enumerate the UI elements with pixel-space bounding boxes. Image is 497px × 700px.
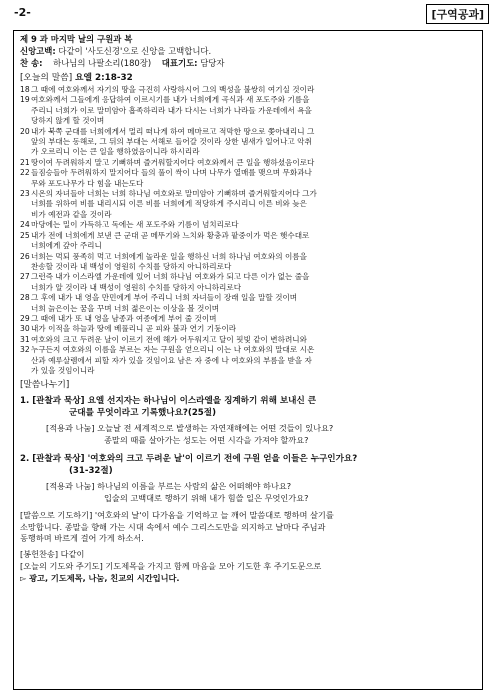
verse-text: 들짐승들아 두려워하지 말지어다 들의 풀이 싹이 나며 나무가 열매를 맺으며 무화과나 [31,168,312,178]
verse-number: 31 [20,334,30,344]
verse-number: 27 [20,272,30,282]
application-2-label: [적용과 나눔] [46,481,95,492]
confession-label: 신앙고백: [20,46,56,56]
verse-number: 22 [20,168,30,178]
lesson-frame [13,30,483,690]
discussion-heading: [말씀나누기] [20,380,70,391]
verse-line [20,168,476,178]
verse-line [20,231,476,241]
verse-continuation: 산과 예루살렘에서 피할 자가 있을 것임이요 남은 자 중에 나 여호와의 부름을 받을 자 [31,355,312,365]
closing-prayer-line: [말씀으로 기도하기] '여호와의 날'이 다가옴을 기억하고 늘 깨어 말씀대로 행하며 살기를 [20,510,334,521]
question-1: 1. [관찰과 묵상] 요엘 선지자는 하나님이 이스라엘을 징계하기 위해 보내신 큰 [20,396,317,407]
closing-prayer-line: 동행하며 바르게 걸어 가게 하소서. [20,533,144,544]
verse-continuation: 너희가 알 것이라 내 백성이 영원히 수치를 당하지 아니하리로다 [31,282,242,292]
verse-line [20,272,476,282]
lords-prayer-label: [오늘의 기도와 주기도] [20,560,103,571]
verse-continuation: 무와 포도나무가 다 힘을 내는도다 [31,178,144,188]
application-2-cont: 입술의 고백대로 행하기 위해 내가 힘쓸 일은 무엇인가요? [104,492,309,503]
closing-prayer [20,510,476,545]
lords-prayer-text: 기도제목을 가지고 함께 마음을 모아 기도한 후 주기도문으로 [105,560,322,571]
verse-text: 내가 이적을 하늘과 땅에 베풀리니 곧 피와 불과 연기 기둥이라 [31,324,237,334]
question-2-cont: (31-32절) [69,466,113,477]
verse-continuation: 찬송할 것이라 내 백성이 영원히 수치를 당하지 아니하리로다 [31,261,232,271]
application-1-text: 오늘날 전 세계적으로 발생하는 자연재해에는 어떤 것들이 있나요? [97,423,334,434]
closing-prayer-line: 소망합니다. 종말을 향해 가는 시대 속에서 예수 그리스도만을 의지하고 날마다 주님과 [20,521,326,532]
verse-number: 32 [20,345,30,355]
confession-text: 다같이 '사도신경'으로 신앙을 고백합니다. [58,46,212,56]
verse-number: 29 [20,313,30,323]
verse-number: 28 [20,293,30,303]
verse-text: 시온의 자녀들아 너희는 너희 하나님 여호와로 말미암아 기뻐하며 즐거워할지어다 그가 [31,189,317,199]
lords-prayer-row [20,560,476,572]
question-2: 2. [관찰과 묵상] '여호와의 크고 두려운 날'이 이르기 전에 구원 얻을 이들은 누구인가요? [20,454,358,465]
application-2 [20,481,476,493]
application-1 [20,423,476,435]
verse-text: 내가 전에 너희에게 보낸 큰 군대 곧 메뚜기와 느치와 황충과 팥중이가 먹은 햇수대로 [31,230,310,240]
verse-number: 21 [20,157,30,167]
verse-text: 누구든지 여호와의 이름을 부르는 자는 구원을 얻으리니 이는 나 여호와의 말대로 시온 [31,345,315,355]
verse-text: 너희는 먹되 풍족히 먹고 너희에게 놀라운 일을 행하신 너희 하나님 여호와의 이름을 [31,251,307,261]
word-heading: [오늘의 말씀] [20,73,73,83]
verse-continuation: 주리니 너희가 이로 말미암아 흡족하리라 내가 다시는 너희가 나라들 가운데에서 욕을 [31,105,312,115]
verse-line [20,335,476,345]
verse-line [20,127,476,137]
verse-text: 마당에는 밀이 가득하고 독에는 새 포도주와 기름이 넘치리로다 [31,220,239,230]
verse-line [20,345,476,355]
verse-text: 땅이여 두려워하지 말고 기뻐하며 즐거워할지어다 여호와께서 큰 일을 행하셨음이로다 [31,157,315,167]
verse-line [20,220,476,230]
verse-text: 그런즉 내가 이스라엘 가운데에 있어 너희 하나님 여호와가 되고 다른 이가 없는 줄을 [31,272,310,282]
verse-line [20,252,476,262]
verse-continuation: 너희에게 갚아 주리니 [31,241,102,251]
header-badge: [구역공과] [426,4,489,24]
hymn-label: 찬 송: [20,58,43,68]
application-1-label: [적용과 나눔] [46,423,95,434]
question-1-cont: 군대를 무엇이라고 기록했나요?(25절) [69,408,217,419]
verse-number: 24 [20,220,30,230]
verse-number: 30 [20,324,30,334]
verse-line [20,293,476,303]
verse-text: 그 때에 내가 또 내 영을 남종과 여종에게 부어 줄 것이며 [31,313,217,323]
word-heading-row [20,72,476,85]
application-1-cont: 종말의 때를 살아가는 성도는 어떤 시각을 가져야 할까요? [104,434,309,445]
verse-list [20,85,476,376]
verse-continuation: 당하지 않게 할 것이며 [31,116,105,126]
verse-continuation: 가 있을 것임이니라 [31,365,95,375]
verse-number: 18 [20,85,30,94]
word-reference: 요엘 2:18-32 [74,73,133,83]
verse-text: 여호와의 크고 두려운 날이 이르기 전에 해가 어두워지고 달이 핏빛 같이 변하려니와 [31,334,307,344]
application-2-text: 하나님의 이름을 부르는 사람의 삶은 어떠해야 하나요? [97,481,292,492]
verse-number: 23 [20,189,30,199]
offering-label: [봉헌찬송] [20,548,59,559]
verse-line [20,85,476,95]
verse-text: 여호와께서 그들에게 응답하여 이르시기를 내가 너희에게 곡식과 새 포도주와 기름을 [31,95,310,105]
verse-line [20,189,476,199]
verse-continuation: 비가 예전과 같을 것이라 [31,209,112,219]
hymn-row [20,57,476,69]
lesson-title: 제 9 과 마지막 날의 구원과 복 [20,34,133,44]
verse-continuation: 너희를 위하여 비를 내리시되 이른 비를 너희에게 적당하게 주시리니 이른 비와 늦은 [31,199,307,209]
verse-line [20,324,476,334]
verse-number: 20 [20,126,30,136]
verse-line [20,95,476,105]
verse-text: 그 때에 여호와께서 자기의 땅을 극진히 사랑하시어 그의 백성을 불쌍히 여기실 것이라 [31,85,315,94]
verse-continuation: 앞의 부대는 동해로, 그 뒤의 부대는 서해로 들어갈 것이라 상한 냄새가 일어나고 악취 [31,137,312,147]
offering-row [20,548,476,560]
confession-row [20,45,476,57]
verse-number: 19 [20,95,30,105]
verse-number: 26 [20,251,30,261]
offering-text: 다같이 [60,548,85,559]
verse-line [20,314,476,324]
page-number: -2- [14,6,31,19]
verse-line [20,158,476,168]
verse-text: 그 후에 내가 내 영을 만민에게 부어 주리니 너희 자녀들이 장래 일을 말할 것이며 [31,293,298,303]
prayer-text: 담당자 [200,58,225,68]
verse-continuation: 가 오르리니 이는 큰 일을 행하였음이니라 하시리라 [31,147,200,157]
verse-number: 25 [20,230,30,240]
final-notice: ▻ 광고, 기도제목, 나눔, 친교의 시간입니다. [20,572,180,583]
hymn-text: 하나님의 나팔소리(180장) [53,58,152,68]
prayer-label: 대표기도: [161,58,198,68]
verse-text: 내가 북쪽 군대를 너희에게서 멀리 떠나게 하여 메마르고 적막한 땅으로 쫓아내리니 그 [31,126,315,136]
verse-continuation: 너희 늙은이는 꿈을 꾸며 너희 젊은이는 이상을 볼 것이며 [31,303,220,313]
